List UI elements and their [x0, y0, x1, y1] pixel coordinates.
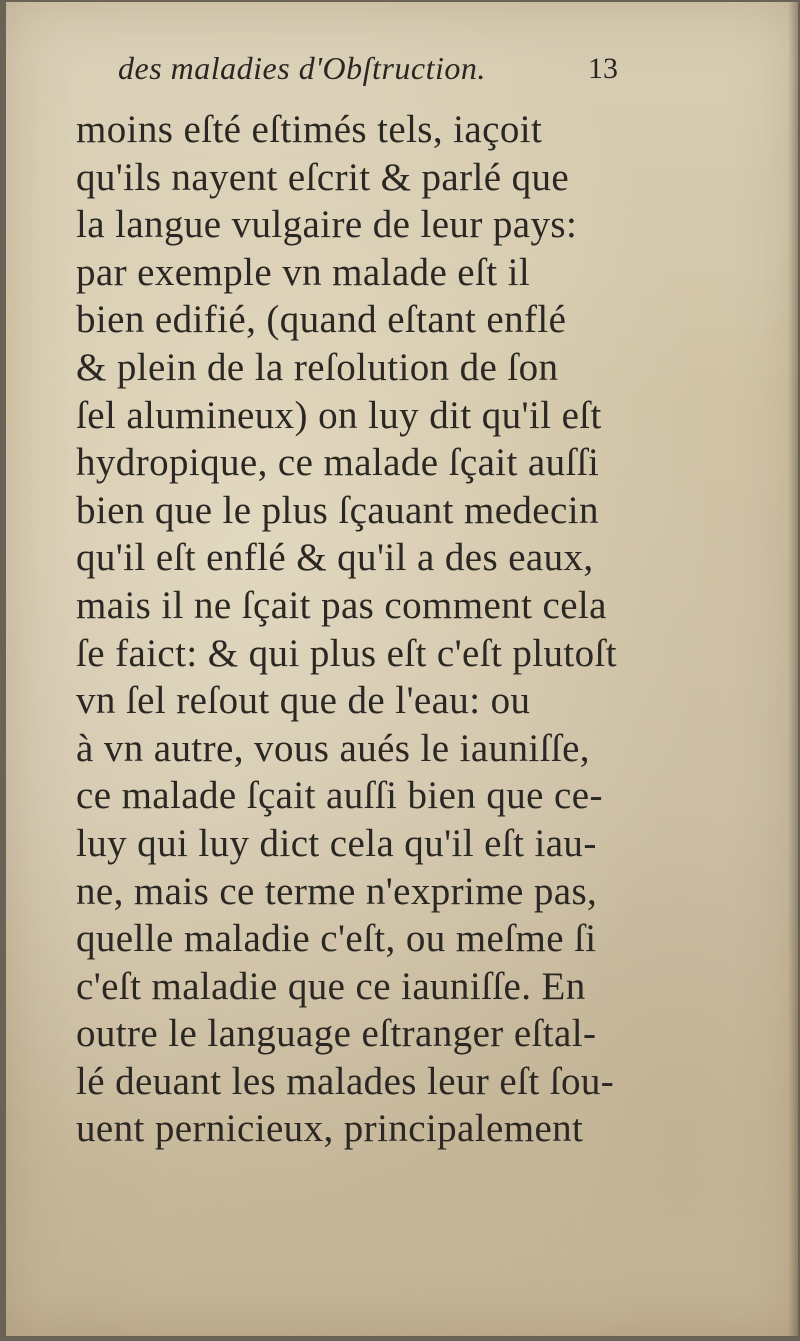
text-line: bien edifié, (quand eſtant enflé [76, 298, 567, 342]
text-line: luy qui luy dict cela qu'il eſt iau- [76, 821, 597, 865]
running-title: des maladies d'Obſtruction. [118, 50, 486, 86]
text-line: ce malade ſçait auſſi bien que ce- [76, 774, 603, 818]
text-line: ſe faict: & qui plus eſt c'eſt plutoſt [76, 631, 618, 675]
text-line: & plein de la reſolution de ſon [76, 345, 559, 389]
text-line: ne, mais ce terme n'exprime pas, [76, 869, 598, 913]
text-line: à vn autre, vous aués le iauniſſe, [76, 726, 590, 770]
page-edge-shadow [788, 2, 798, 1336]
text-line: qu'ils nayent eſcrit & parlé que [76, 155, 570, 199]
text-line: qu'il eſt enflé & qu'il a des eaux, [76, 536, 594, 580]
text-line: moins eſté eſtimés tels, iaçoit [76, 108, 543, 151]
text-line: uent pernicieux, principalement [76, 1107, 584, 1151]
book-page [6, 2, 798, 1336]
text-line: vn ſel reſout que de l'eau: ou [76, 679, 531, 723]
body-text [76, 106, 676, 1153]
text-line: lé deuant les malades leur eſt ſou- [76, 1059, 615, 1103]
text-line: c'eſt maladie que ce iauniſſe. En [76, 964, 586, 1008]
text-line: ſel alumineux) on luy dit qu'il eſt [76, 393, 602, 437]
text-line: hydropique, ce malade ſçait auſſi [76, 441, 600, 485]
text-line: outre le language eſtranger eſtal- [76, 1012, 597, 1056]
text-line: quelle maladie c'eſt, ou meſme ſi [76, 917, 597, 961]
page-header [118, 50, 678, 106]
page-number: 13 [588, 52, 618, 85]
text-line: la langue vulgaire de leur pays: [76, 203, 578, 247]
text-line: par exemple vn malade eſt il [76, 250, 531, 294]
text-line: bien que le plus ſçauant medecin [76, 488, 599, 532]
text-line: mais il ne ſçait pas comment cela [76, 583, 607, 627]
